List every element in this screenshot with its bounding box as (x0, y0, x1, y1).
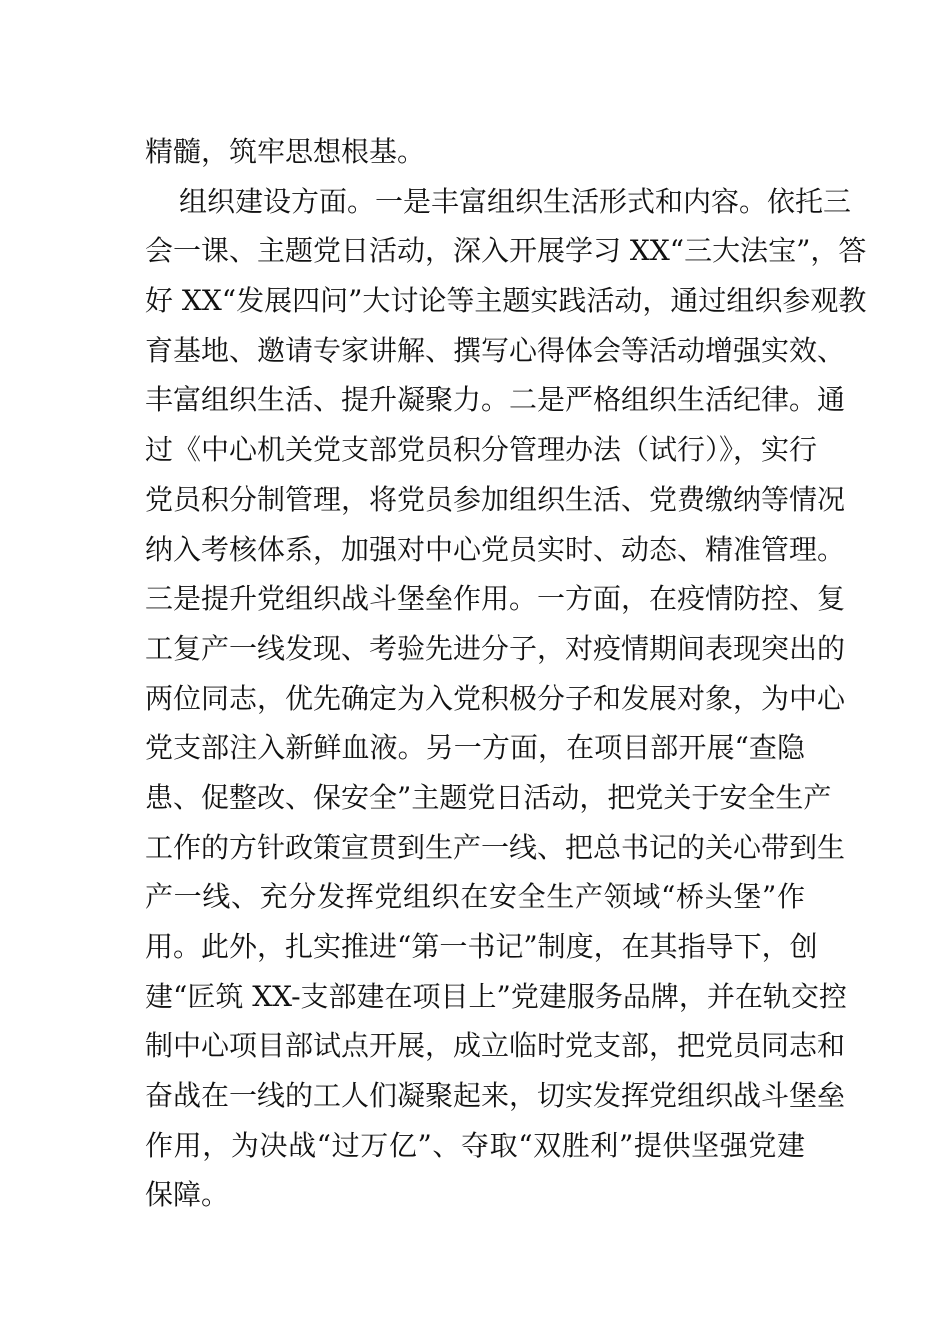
text-line: 三是提升党组织战斗堡垒作用。一方面，在疫情防控、复 (145, 582, 846, 616)
text-line: 党支部注入新鲜血液。另一方面，在项目部开展“查隐 (145, 731, 805, 765)
text-line: 两位同志，优先确定为入党积极分子和发展对象，为中心 (145, 681, 846, 715)
text-line: 奋战在一线的工人们凝聚起来，切实发挥党组织战斗堡垒 (145, 1079, 846, 1113)
text-line: 好 XX“发展四问”大讨论等主题实践活动，通过组织参观教 (145, 284, 867, 318)
body-text (145, 127, 867, 1220)
text-line: 建“匠筑 XX-支部建在项目上”党建服务品牌，并在轨交控 (145, 979, 847, 1013)
text-line: 纳入考核体系，加强对中心党员实时、动态、精准管理。 (145, 532, 846, 566)
text-line: 制中心项目部试点开展，成立临时党支部，把党员同志和 (145, 1029, 846, 1063)
text-line: 保障。 (145, 1178, 230, 1212)
text-line: 工复产一线发现、考验先进分子，对疫情期间表现突出的 (145, 631, 846, 665)
text-line: 党员积分制管理，将党员参加组织生活、党费缴纳等情况 (145, 482, 846, 516)
text-line: 患、促整改、保安全”主题党日活动，把党关于安全生产 (145, 780, 832, 814)
text-line: 作用，为决战“过万亿”、夺取“双胜利”提供坚强党建 (145, 1128, 805, 1162)
text-line: 丰富组织生活、提升凝聚力。二是严格组织生活纪律。通 (145, 383, 846, 417)
text-line: 用。此外，扎实推进“第一书记”制度，在其指导下，创 (145, 930, 818, 963)
text-line: 会一课、主题党日活动，深入开展学习 XX“三大法宝”，答 (145, 234, 867, 268)
text-line: 过《中心机关党支部党员积分管理办法（试行）》，实行 (145, 433, 818, 467)
text-line: 产一线、充分发挥党组织在安全生产领域“桥头堡”作 (145, 880, 805, 914)
text-line: 组织建设方面。一是丰富组织生活形式和内容。依托三 (179, 184, 852, 218)
text-line: 工作的方针政策宣贯到生产一线、把总书记的关心带到生 (145, 830, 846, 864)
text-line: 精髓，筑牢思想根基。 (145, 135, 426, 168)
text-line: 育基地、邀请专家讲解、撰写心得体会等活动增强实效、 (145, 333, 846, 367)
